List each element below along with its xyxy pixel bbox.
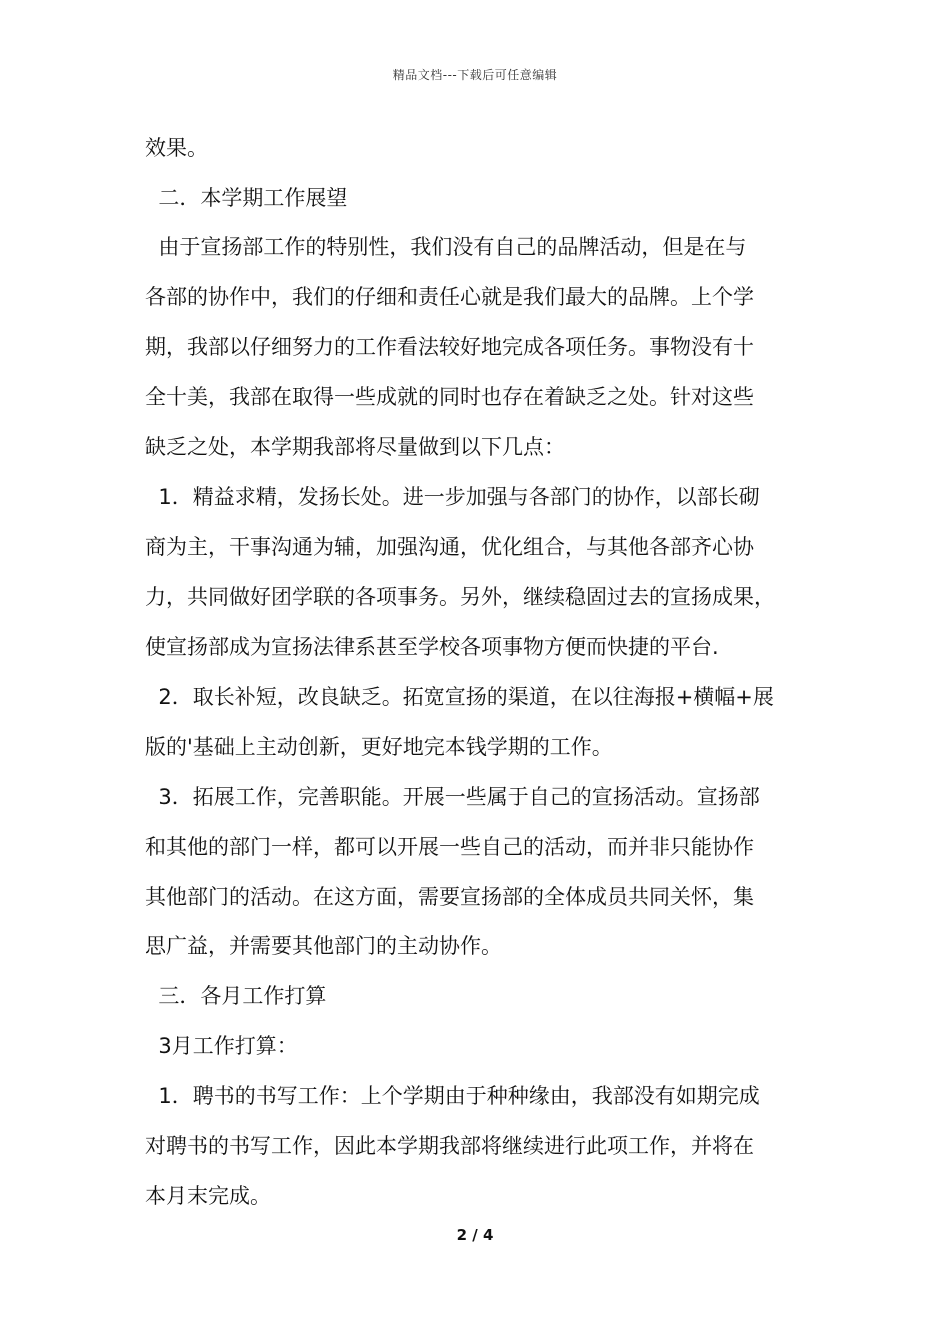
text-line: 效果。 [145, 136, 208, 160]
text-line: 力，共同做好团学联的各项事务。另外，继续稳固过去的宣扬成果， [145, 585, 775, 609]
text-line: 2．取长补短，改良缺乏。拓宽宣扬的渠道，在以往海报+横幅+展 [145, 685, 774, 709]
text-line: 版的'基础上主动创新，更好地完本钱学期的工作。 [145, 735, 613, 759]
text-line: 各部的协作中，我们的仔细和责任心就是我们最大的品牌。上个学 [145, 285, 754, 309]
text-line: 对聘书的书写工作，因此本学期我部将继续进行此项工作，并将在 [145, 1134, 754, 1158]
text-line: 全十美，我部在取得一些成就的同时也存在着缺乏之处。针对这些 [145, 385, 754, 409]
text-line: 1．聘书的书写工作：上个学期由于种种缘由，我部没有如期完成 [145, 1084, 760, 1108]
page-header: 精品文档---下载后可任意编辑 [392, 68, 558, 82]
text-line: 3．拓展工作，完善职能。开展一些属于自己的宣扬活动。宣扬部 [145, 785, 760, 809]
text-line: 由于宣扬部工作的特别性，我们没有自己的品牌活动，但是在与 [145, 235, 747, 259]
text-line: 缺乏之处，本学期我部将尽量做到以下几点： [145, 435, 565, 459]
section-heading: 三．各月工作打算 [145, 984, 327, 1008]
text-line: 其他部门的活动。在这方面，需要宣扬部的全体成员共同关怀，集 [145, 885, 754, 909]
text-line: 期，我部以仔细努力的工作看法较好地完成各项任务。事物没有十 [145, 335, 754, 359]
text-line: 和其他的部门一样，都可以开展一些自己的活动，而并非只能协作 [145, 835, 754, 859]
text-line: 商为主，干事沟通为辅，加强沟通，优化组合，与其他各部齐心协 [145, 535, 754, 559]
sub-heading: 3月工作打算： [145, 1034, 298, 1058]
text-line: 思广益，并需要其他部门的主动协作。 [145, 934, 502, 958]
text-line: 1．精益求精，发扬长处。进一步加强与各部门的协作，以部长砌 [145, 485, 760, 509]
text-line: 使宣扬部成为宣扬法律系甚至学校各项事物方便而快捷的平台. [145, 635, 719, 659]
text-line: 本月末完成。 [145, 1184, 271, 1208]
page-number: 2 / 4 [456, 1226, 494, 1244]
section-heading: 二．本学期工作展望 [145, 186, 348, 210]
